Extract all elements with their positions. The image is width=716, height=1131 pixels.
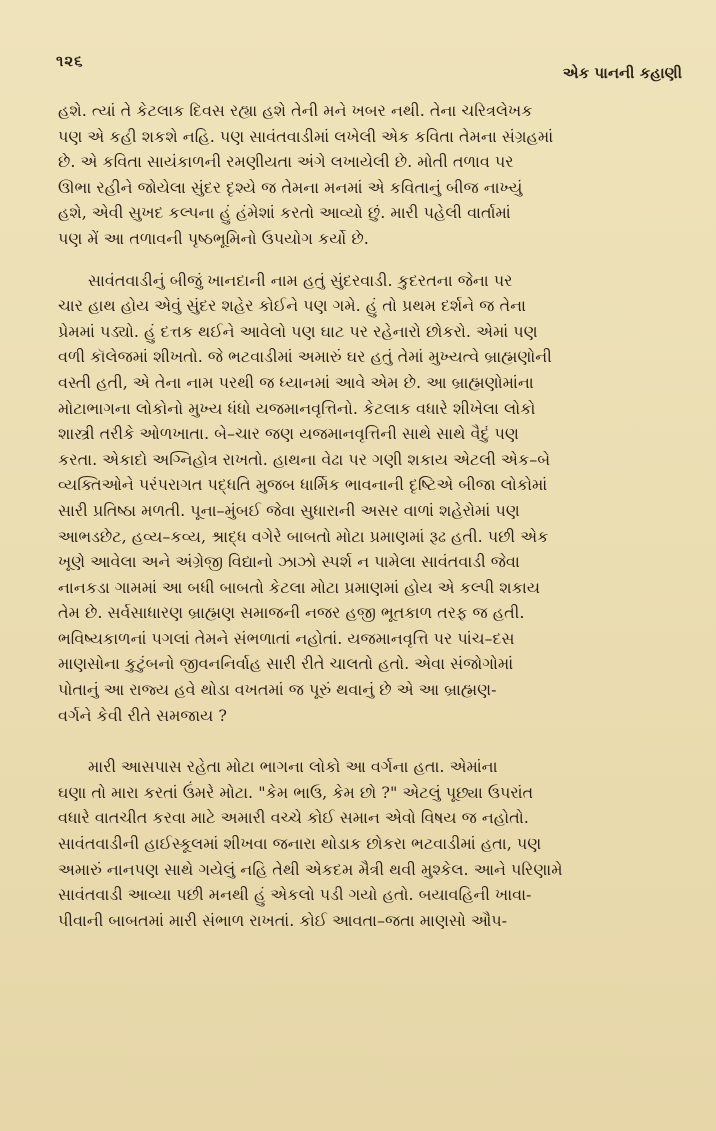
text-line: આભડછેટ, હવ્ય–કવ્ય, શ્રાદ્ધ વગેરે બાબતો મોટા પ્રમાણમાં રૂઢ હતી. પછી એક bbox=[58, 526, 549, 546]
text-line: પણ એ કહી શકશે નહિ. પણ સાવંતવાડીમાં લખેલી એક કવિતા તેમના સંગ્રહમાં bbox=[58, 126, 554, 146]
text-line: શાસ્ત્રી તરીકે ઓળખાતા. બે–ચાર જણ યજમાનવૃત્તિની સાથે સાથે વૈદું પણ bbox=[58, 424, 519, 444]
running-head: એક પાનની કહાણી bbox=[562, 64, 682, 82]
text-line: ઊભા રહીને જોયેલા સુંદર દૃશ્યે જ તેમના મનમાં એ કવિતાનું બીજ નાખ્યું bbox=[58, 177, 523, 197]
text-line: સાવંતવાડી આવ્યા પછી મનથી હું એકલો પડી ગયો હતો. બયાવહિની ખાવા- bbox=[58, 885, 532, 905]
text-line: વધારે વાતચીત કરવા માટે અમારી વચ્ચે કોઈ સમાન એવો વિષય જ નહોતો. bbox=[58, 808, 529, 828]
text-line: મોટાભાગના લોકોનો મુખ્ય ધંધો યજમાનવૃત્તિનો. કેટલાક વધારે શીખેલા લોકો bbox=[58, 398, 536, 418]
text-line: માણસોના કુટુંબનો જીવનનિર્વાહ સારી રીતે ચાલતો હતો. એવા સંજોગોમાં bbox=[58, 654, 514, 674]
text-line: વર્ગને કેવી રીતે સમજાય ? bbox=[58, 705, 227, 725]
text-line: સારી પ્રતિષ્ઠા મળતી. પૂના–મુંબઈ જેવા સુધારાની અસર વાળાં શહેરોમાં પણ bbox=[58, 500, 520, 520]
body-text bbox=[58, 98, 682, 959]
text-line: વસ્તી હતી, એ તેના નામ પરથી જ ધ્યાનમાં આવે એમ છે. આ બ્રાહ્મણોમાંના bbox=[58, 372, 534, 392]
text-line: ખૂણે આવેલા અને અંગ્રેજી વિદ્યાનો ઝાઝો સ્પર્શ ન પામેલા સાવંતવાડી જેવા bbox=[58, 552, 520, 572]
text-line: છે. એ કવિતા સાયંકાળની રમણીયતા અંગે લખાયેલી છે. મોતી તળાવ પર bbox=[58, 152, 514, 172]
text-line: હશે. ત્યાં તે કેટલાક દિવસ રહ્યા હશે તેની મને ખબર નથી. તેના ચરિત્રલેખક bbox=[58, 101, 533, 120]
text-line: વ્યક્તિઓને પરંપરાગત પદ્ધતિ મુજબ ધાર્મિક ભાવનાની દૃષ્ટિએ બીજા લોકોમાં bbox=[58, 475, 548, 495]
text-line: પીવાની બાબતમાં મારી સંભાળ રાખતાં. કોઈ આવતા–જતા માણસો ઔપ- bbox=[58, 910, 508, 930]
text-line: ચાર હાથ હોય એવું સુંદર શહેર કોઈને પણ ગમે. હું તો પ્રથમ દર્શને જ તેના bbox=[58, 296, 526, 316]
text-line: સાવંતવાડીની હાઈસ્કૂલમાં શીખવા જનારા થોડાક છોકરા ભટવાડીમાં હતા, પણ bbox=[58, 834, 542, 854]
text-line: પ્રેમમાં પડ્યો. હું દત્તક થઈને આવેલો પણ ઘાટ પર રહેનારો છોકરો. એમાં પણ bbox=[58, 321, 538, 341]
text-line: સાવંતવાડીનું બીજું ખાનદાની નામ હતું સુંદરવાડી. કુદરતના જેના પર bbox=[88, 270, 513, 290]
text-line: વળી કૉલેજમાં શીખતો. જે ભટવાડીમાં અમારું ઘર હતું તેમાં મુખ્યત્વે બ્રાહ્મણોની bbox=[58, 347, 552, 367]
paragraph-3 bbox=[58, 754, 682, 933]
page-header bbox=[56, 52, 682, 88]
text-line: અમારું નાનપણ સાથે ગયેલું નહિ તેથી એકદમ મૈત્રી થવી મુશ્કેલ. આને પરિણામે bbox=[58, 859, 563, 879]
paragraph-2 bbox=[58, 268, 682, 729]
text-line: પોતાનું આ રાજ્ય હવે થોડા વખતમાં જ પૂરું થવાનું છે એ આ બ્રાહ્મણ- bbox=[58, 680, 497, 700]
text-line: હશે, એવી સુખદ કલ્પના હું હંમેશાં કરતો આવ્યો છું. મારી પહેલી વાર્તામાં bbox=[58, 203, 511, 223]
text-line: ભવિષ્યકાળનાં પગલાં તેમને સંભળાતાં નહોતાં. યજમાનવૃત્તિ પર પાંચ–દસ bbox=[58, 628, 515, 648]
text-line: મારી આસપાસ રહેતા મોટા ભાગના લોકો આ વર્ગના હતા. એમાંના bbox=[88, 757, 498, 777]
paragraph-1 bbox=[58, 98, 682, 252]
text-line: કરતા. એકાદો અગ્નિહોત્ર રાખતો. હાથના વેઢા પર ગણી શકાય એટલી એક–બે bbox=[58, 449, 551, 469]
text-line: ઘણા તો મારા કરતાં ઉંમરે મોટા. "કેમ ભાઉ, કેમ છો ?" એટલું પૂછ્યા ઉપરાંત bbox=[58, 782, 534, 802]
text-line: નાનકડા ગામમાં આ બધી બાબતો કેટલા મોટા પ્રમાણમાં હોય એ કલ્પી શકાય bbox=[58, 577, 540, 597]
text-line: તેમ છે. સર્વસાધારણ બ્રાહ્મણ સમાજની નજર હજી ભૂતકાળ તરફ જ હતી. bbox=[58, 603, 525, 623]
page-number: ૧૨૬ bbox=[56, 52, 84, 70]
text-line: પણ મેં આ તળાવની પૃષ્ઠભૂમિનો ઉપયોગ કર્યો છે. bbox=[58, 228, 369, 248]
